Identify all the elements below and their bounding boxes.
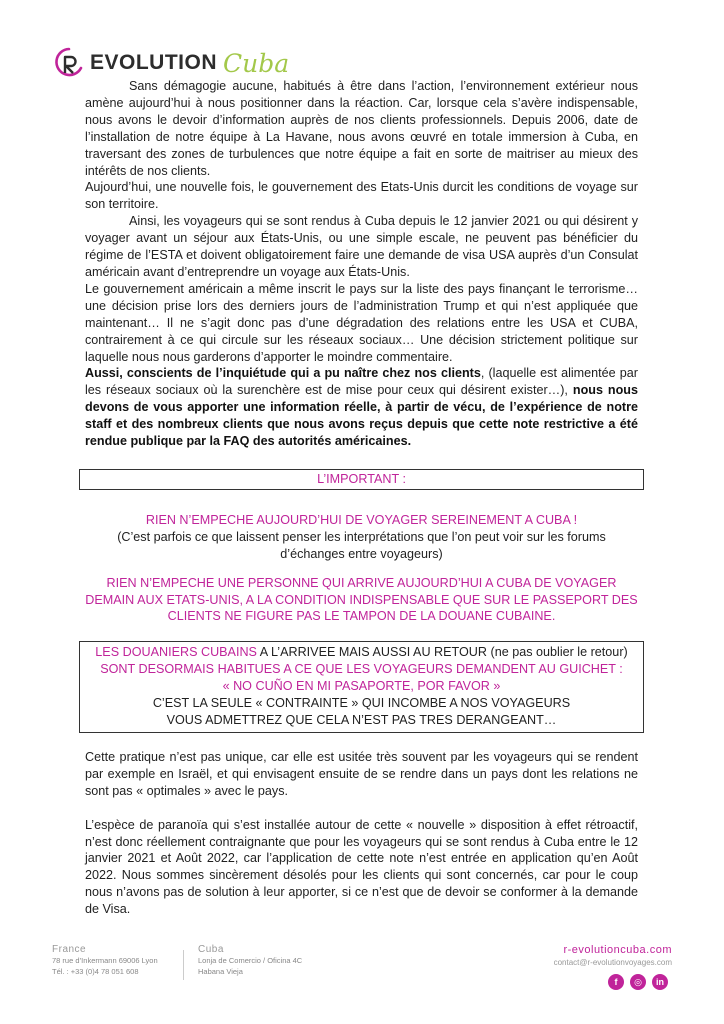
footer-cuba-address-1: Lonja de Comercio / Oficina 4C [198,956,303,965]
paragraph-us-conditions: Aujourd’hui, une nouvelle fois, le gouvernement des Etats-Unis durcit les conditions de voyage sur son territoire. [85,180,638,212]
footer-cuba-address-2: Habana Vieja [198,967,243,976]
footer-france [52,944,158,977]
footer-website-link[interactable]: r-evolutioncuba.com [563,944,672,956]
customs-b: A L’ARRIVEE MAIS AUSSI AU RETOUR [256,645,491,660]
important-line-1-note: (C’est parfois ce que laissent penser les interprétations que l’on peut voir sur les forums d’échanges entre voyageurs) [117,529,606,561]
customs-box [79,641,644,733]
customs-quote: « NO CUÑO EN MI PASAPORTE, POR FAVOR » [222,679,501,694]
footer-cuba-title: Cuba [198,944,224,955]
customs-line-1 [83,644,640,678]
info-bold-end: nous nous devons de vous apporter une information réelle, à partir de vécu, de l’expérience de notre staff et des nombreux clients que nous avons reçus depuis que cette note restrictive a été rendue publique par la FAQ des autorités américaines. [85,383,638,449]
page-footer [52,944,672,1004]
customs-line-4: VOUS ADMETTREZ QUE CELA N’EST PAS TRES DERANGEANT… [166,713,557,727]
logo-r-icon [54,46,84,80]
customs-d: SONT DESORMAIS HABITUES A CE QUE LES VOYAGEURS DEMANDENT AU GUICHET : [100,662,623,677]
paragraph-israel: Cette pratique n’est pas unique, car elle est usitée très souvent par les voyageurs qui se rendent par exemple en Israël, et qui envisagent ensuite de se rendre dans un pays dont les relations ne sont pas « optimales » avec le pays. [85,749,638,798]
logo-wordmark: EVOLUTION [90,51,218,74]
letter-body [85,78,638,918]
social-icons [608,974,668,990]
important-header-box: L’IMPORTANT : [79,469,644,490]
important-line-2: RIEN N’EMPECHE UNE PERSONNE QUI ARRIVE AUJOURD’HUI A CUBA DE VOYAGER DEMAIN AUX ETATS-UNIS, A LA CONDITION INDISPENSABLE QUE SUR LE PASSEPORT DES CLIENTS NE FIGURE PAS LE TAMPON DE LA DOUANE CUBAINE. [85,575,638,624]
customs-a: LES DOUANIERS CUBAINS [95,645,257,660]
paragraph-terrorism-list: Le gouvernement américain a même inscrit le pays sur la liste des pays finançant le terrorisme… une décision prise lors des derniers jours de l’administration Trump et qui n’est appliquée que maintenant… Il ne s’agit donc pas d’une dégradation des relations entre les USA et CUBA, contrairement à ce qui circule sur les réseaux sociaux… Une décision strictement politique sur laquelle nous nous garderons d’apporter le moindre commentaire. [85,281,638,364]
paragraph-intro: Sans démagogie aucune, habitués à être dans l’action, l’environnement extérieur nous amène aujourd’hui à nous positionner dans la réaction. Car, lorsque cela s’avère indispensable, nous avons le devoir d’information auprès de nos clients professionnels. Depuis 2006, date de l’installation de notre équipe à La Havane, nous avons œuvré en totale immersion à Cuba, en traversant des zones de turbulences que notre équipe a fait en sorte de maitriser au mieux des intérêts de nos clients. [85,79,638,178]
footer-cuba [198,944,302,977]
company-logo [54,44,289,82]
instagram-icon[interactable]: ◎ [630,974,646,990]
linkedin-icon[interactable]: in [652,974,668,990]
footer-france-phone: Tél. : +33 (0)4 78 051 608 [52,967,139,976]
info-bold-start: Aussi, conscients de l’inquiétude qui a pu naître chez nos clients [85,366,481,381]
footer-france-title: France [52,944,87,955]
logo-script-text: Cuba [223,48,290,78]
footer-contact [554,944,672,967]
paragraph-paranoia: L’espèce de paranoïa qui s’est installée autour de cette « nouvelle » disposition à effet rétroactif, n’est donc réellement contraignante que pour les voyageurs qui se sont rendus à Cuba entre le 12 janvier 2021 et Août 2022, car l’application de cette note n’est entrée en application qu’en Août 2022. Nous sommes sincèrement désolés pour les clients qui sont concernés, car pour le coup nous n’avons pas de solution à leur apporter, si ce n’est que de devoir se conformer à la demande de Visa. [85,817,638,917]
facebook-icon[interactable]: f [608,974,624,990]
important-line-1: RIEN N’EMPECHE AUJOURD’HUI DE VOYAGER SEREINEMENT A CUBA ! [145,512,578,527]
footer-france-address: 78 rue d’Inkermann 69006 Lyon [52,956,158,965]
info-normal: , (laquelle est alimentée par les réseaux sociaux où la surenchère est de mise pour ceux qui désirent exister…), [85,366,638,398]
customs-line-3: C’EST LA SEULE « CONTRAINTE » QUI INCOMBE A NOS VOYAGEURS [152,696,571,711]
customs-c: (ne pas oublier le retour) [490,645,628,660]
paragraph-esta: Ainsi, les voyageurs qui se sont rendus à Cuba depuis le 12 janvier 2021 ou qui désirent y voyager avant un séjour aux États-Unis, ou une simple escale, ne peuvent pas bénéficier du régime de l’ESTA et doivent obligatoirement faire une demande de visa USA auprès d’un Consulat américain avant d’entreprendre un voyage aux États-Unis. [85,214,638,279]
paragraph-information [85,365,638,450]
footer-email-link[interactable]: contact@r-evolutionvoyages.com [553,958,672,967]
footer-divider [183,950,184,980]
